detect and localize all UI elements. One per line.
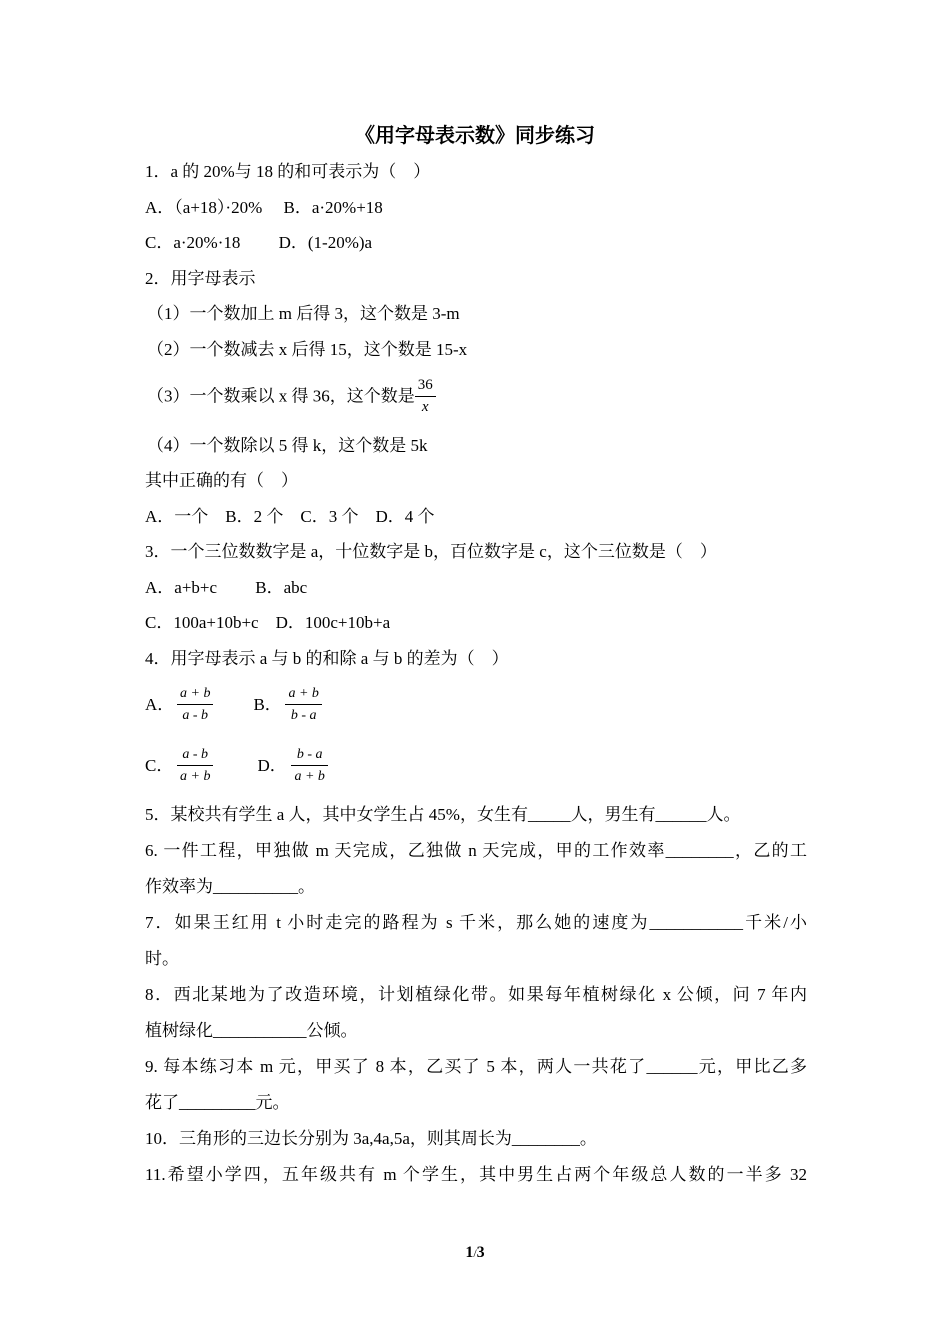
option-b-label: B． [253,694,282,714]
option-c-fraction [177,746,213,785]
question-8-line-2: 植树绿化___________公倾。 [145,1021,358,1040]
question-4-options-ab [145,685,322,724]
option-c-label: C． [145,755,174,775]
option-a-fraction [177,685,213,724]
question-10: 10．三角形的三边长分别为 3a,4a,5a，则其周长为________。 [145,1129,597,1148]
total-pages: 3 [476,1244,485,1261]
question-6-line-1: 6. 一件工程，甲独做 m 天完成，乙独做 n 天完成，甲的工作效率________，乙的工 [145,841,807,860]
question-2-item-1: （1）一个数加上 m 后得 3，这个数是 3-m [147,304,460,323]
question-3-options-ab: A．a+b+c B．abc [145,578,308,597]
fraction-numerator: 36 [415,377,436,397]
question-2-options: A．一个 B．2 个 C．3 个 D．4 个 [145,507,435,526]
question-7-line-2: 时。 [145,949,179,968]
question-4: 4．用字母表示 a 与 b 的和除 a 与 b 的差为（ ） [145,649,509,668]
page-separator: / [473,1246,477,1260]
fraction-denominator: a + b [180,769,211,784]
question-3-options-cd: C．100a+10b+c D．100c+10b+a [145,613,391,632]
page-number [0,1243,950,1263]
question-4-options-cd [145,746,328,785]
question-1: 1．a 的 20%与 18 的和可表示为（ ） [145,162,431,181]
fraction-numerator: a + b [285,685,321,705]
question-8-line-1: 8．西北某地为了改造环境，计划植绿化带。如果每年植树绿化 x 公倾，问 7 年内 [145,985,807,1004]
fraction-denominator: b - a [290,708,317,723]
question-2-item-4: （4）一个数除以 5 得 k，这个数是 5k [147,436,428,455]
question-6-line-2: 作效率为__________。 [145,877,315,896]
fraction-numerator: a + b [177,685,213,705]
question-1-options-cd: C．a·20%·18 D．(1-20%)a [145,233,373,252]
fraction-numerator: a - b [177,746,213,766]
fraction-denominator: x [421,399,429,415]
option-d-label: D． [257,755,287,775]
fraction-denominator: a - b [182,708,209,723]
fraction-denominator: a + b [294,769,325,784]
fraction-numerator: b - a [291,746,327,766]
question-11-line-1: 11.希望小学四，五年级共有 m 个学生，其中男生占两个年级总人数的一半多 32 [145,1165,807,1184]
question-2-ask: 其中正确的有（ ） [145,471,298,490]
question-3: 3．一个三位数数字是 a，十位数字是 b，百位数字是 c，这个三位数是（ ） [145,542,717,561]
option-d-fraction [291,746,327,785]
question-2-item-3 [147,377,436,416]
question-7-line-1: 7．如果王红用 t 小时走完的路程为 s 千米，那么她的速度为___________千米/小 [145,913,807,932]
fraction-36-over-x [415,377,436,416]
question-2: 2．用字母表示 [145,269,256,288]
page-title: 《用字母表示数》同步练习 [355,125,595,147]
question-9-line-1: 9. 每本练习本 m 元，甲买了 8 本，乙买了 5 本，两人一共花了______元，甲比乙多 [145,1057,807,1076]
current-page: 1 [465,1244,474,1261]
question-2-item-2: （2）一个数减去 x 后得 15，这个数是 15-x [147,340,468,359]
question-9-line-2: 花了_________元。 [145,1093,290,1112]
option-a-label: A． [145,694,175,714]
question-5: 5．某校共有学生 a 人，其中女学生占 45%，女生有_____人，男生有______人。 [145,805,741,824]
option-b-fraction [285,685,321,724]
question-1-options-ab: A．（a+18）·20% B．a·20%+18 [145,198,383,217]
question-2-item-3-text: （3）一个数乘以 x 得 36，这个数是 [147,386,415,406]
